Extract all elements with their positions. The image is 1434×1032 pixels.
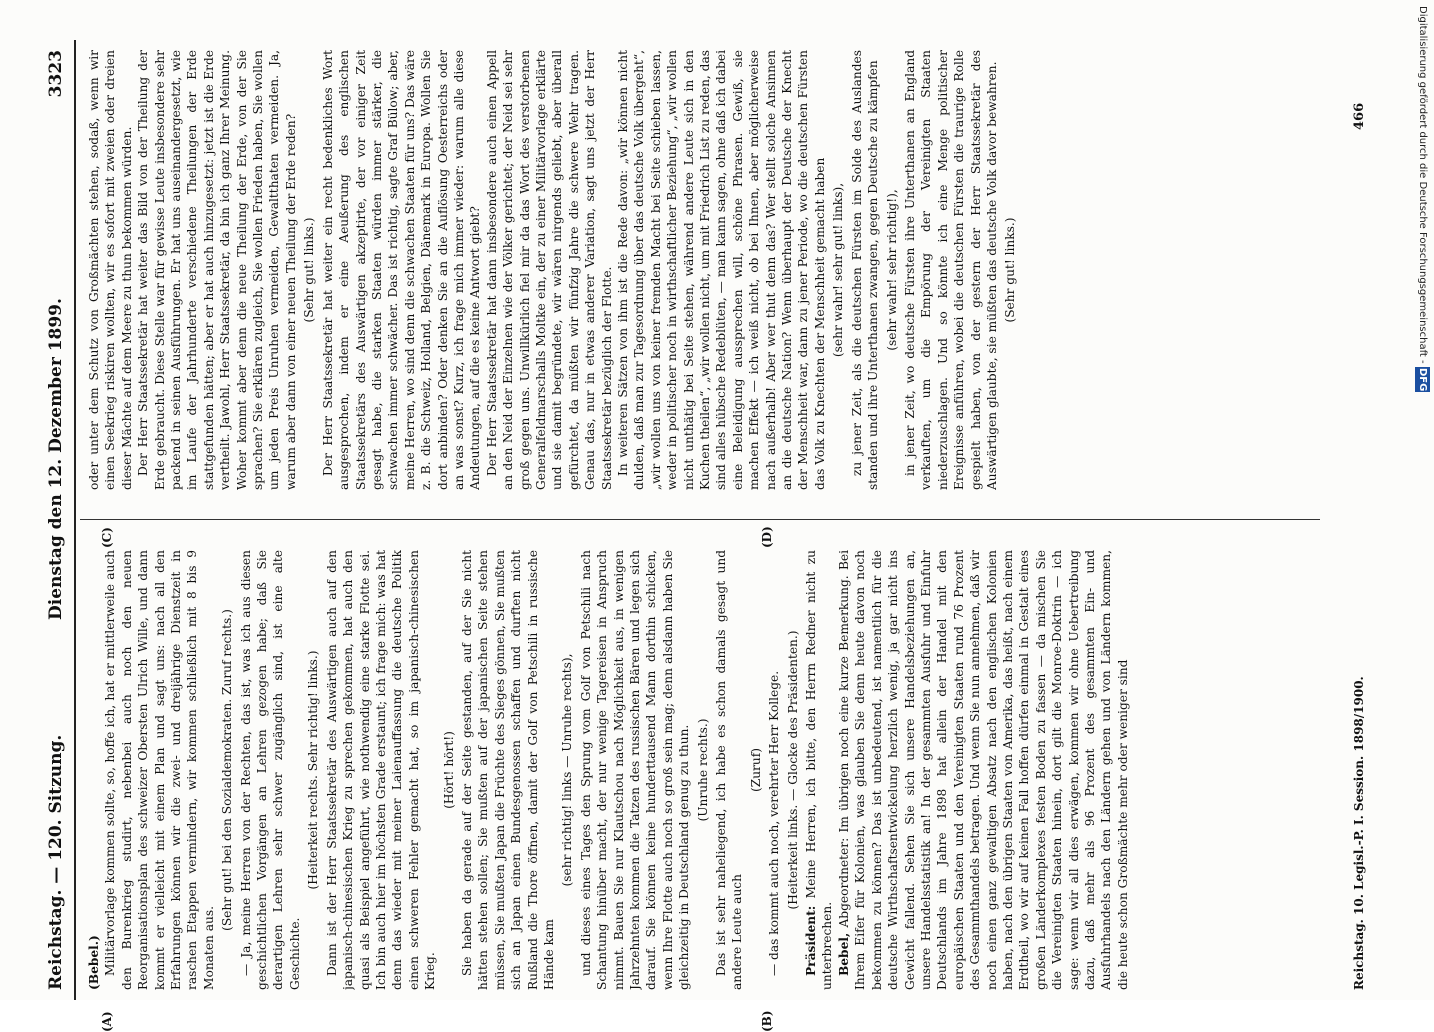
paragraph: — Ja, meine Herren von der Rechten, das ist, was ich aus diesen geschichtlichen Vorgängen an Lehren gezogen habe; daß Sie derartigen Lehren sehr schwer zugänglich sind, ist eine alte Geschichte. <box>238 550 304 990</box>
paragraph: Dann ist der Herr Staatssekretär des Auswärtigen auch auf den japanisch-chinesischen Krieg zu sprechen gekommen, hat auch den quasi als Beispiel angeführt, wie nothwendig eine starke Flotte sei. Ich bin auch hier im höchsten Grade erstaunt; ich frage mich: was hat denn das wieder mit meiner Laienauffassung die deutsche Politik einen schweren Fehler gemacht hat, so im japanisch-chinesischen Krieg. <box>324 550 439 990</box>
president-statement <box>803 550 836 990</box>
margin-mark-b: (B) <box>760 1011 774 1032</box>
president-label: Präsident: <box>804 906 818 976</box>
paragraph: zu jener Zeit, als die deutschen Fürsten im Solde des Auslandes standen und ihre Unterthanen zwangen, gegen Deutsche zu kämpfen <box>849 50 882 490</box>
right-column <box>86 50 1346 490</box>
paragraph: — das kommt auch noch, verehrter Herr Kollege. <box>766 550 782 990</box>
footer-source: Reichstag. 10. Legisl.-P. I. Session. 1898/1900. <box>1352 676 1366 990</box>
paragraph: In weiteren Sätzen von ihm ist die Rede davon: „wir können nicht dulden, daß man zur Tagesordnung über das deutsche Volk übergeht“, „wir wollen uns von keiner fremden Macht bei Seite schieben lassen, weder in politischer noch in wirthschaftlicher Beziehung“, „wir wollen nicht unthätig bei Seite stehen, während andere Leute sich in den Kuchen theilen“, „wir wollen nicht, um mit Friedrich List zu reden, das sind alles hübsche Redeblüten, — man kann sagen, ohne daß ich dabei eine Beleidigung aussprechen will, schöne Phrasen. Gewiß, sie machen Effekt — ich weiß nicht, ob bei Ihnen, aber möglicherweise nach außerhalb! Aber wer thut denn das? Wer stellt solche Ansinnen an die deutsche Nation? Wenn überhaupt der Deutsche der Knecht der Menschheit war, dann zu jener Periode, wo die deutschen Fürsten das Volk zu Knechten der Menschheit gemacht haben <box>615 50 828 490</box>
interjection: (sehr wahr! sehr gut! links), <box>830 50 846 490</box>
president-text: Meine Herren, ich bitte, den Herrn Redner nicht zu unterbrechen. <box>804 550 834 990</box>
digitization-note <box>1412 6 1430 996</box>
interjection: (Heiterkeit rechts. Sehr richtig! links.) <box>305 550 321 990</box>
paragraph: Militärvorlage kommen sollte, so, hoffe ich, hat er mittlerweile auch den Burenkrieg studirt, nebenbei auch noch den neuen Reorganisationsplan des schweizer Obersten Ulrich Wille, und dann kommt er vielleicht mit einem Plan und sagt uns: nach all den Erfahrungen können wir die zwei- und dreijährige Dienstzeit in raschen Etappen vermindern, wir kommen schließlich mit 8 bis 9 Monaten aus. <box>102 550 217 990</box>
speaker-tag: (Bebel.) <box>87 935 101 990</box>
bebel-text: Abgeordneter: Im übrigen noch eine kurze Bemerkung. Bei Ihrem Eifer für Kolonien, was glauben Sie denn heute davon noch bekommen zu können? Das ist unbedeutend, ist namentlich für die deutsche Wirthschaftsentwickelung herzlich wenig, ja gar nicht ins Gewicht fallend. Sehen Sie sich unsere Handelsbeziehungen an, unsere Handelsstatistik an! In der gesammten Ausfuhr und Einfuhr Deutschlands im Jahre 1898 hat allein der Handel mit den europäischen Staaten und den Vereinigten Staaten rund 76 Prozent des Gesammthandels betragen. Und wenn Sie nun annehmen, daß wir noch einen ganz gewaltigen Absatz nach den englischen Kolonien haben, nach den übrigen Staaten von Amerika, das heißt, nach einem Erdtheil, wo wir auf keinen Fall hoffen dürfen einmal in Gestalt eines großen Länderkomplexes festen Boden zu fassen — da mischen Sie die Vereinigten Staaten hinein, dort gilt die Monroe-Doktrin — ich sage: wenn wir all dies erwägen, kommen wir ohne Uebertreibung dazu, daß mehr als 96 Prozent des gesammten Ein- und Ausfuhrhandels nach den Ländern gehen und von Ländern kommen, die heute schon Großmächte mehr oder weniger sind <box>837 550 1130 990</box>
interjection: (Heiterkeit links. — Glocke des Präsidenten.) <box>785 550 801 990</box>
interjection: (Sehr gut! links.) <box>301 50 317 490</box>
paragraph: Der Herr Staatssekretär hat dann insbesondere auch einen Appell an den Neid der Einzelnen wie der Völker gerichtet; der Neid sei sehr groß gegen uns. Unwillkürlich fiel mir da das Wort des verstorbenen Generalfeldmarschalls Moltke ein, der zu einer Militärvorlage erklärte und sie damit begründete, wir wären nirgends geliebt, aber überall gefürchtet, da müßten wir fünfzig Jahre die schwere Wehr tragen. Genau das, nur in etwas anderer Variation, sagt uns jetzt der Herr Staatssekretär bezüglich der Flotte. <box>484 50 615 490</box>
paragraph: Der Herr Staatssekretär hat weiter das Bild von der Theilung der Erde gebraucht. Diese Stelle war für gewisse Leute insbesondere sehr packend in seinen Ausführungen. Er hat uns auseinandergesetzt, wie im Laufe der Jahrhunderte verschiedene Theilungen der Erde stattgefunden hätten; aber er hat auch hinzugesetzt: jetzt ist die Erde vertheilt. Jawohl, Herr Staatssekretär, da bin ich ganz Ihrer Meinung. Woher kommt aber denn die neue Theilung der Erde, von der Sie sprachen? Sie erklären zugleich, Sie wollen Frieden haben, Sie wollen um jeden Preis Unruhen vermeiden, Gewaltthaten vermeiden. Ja, warum aber dann von einer neuen Theilung der Erde reden? <box>135 50 299 490</box>
margin-mark-c: (C) <box>100 527 114 548</box>
paragraph: Sie haben da gerade auf der Seite gestanden, auf der Sie nicht hätten stehen sollen; Sie mußten auf der japanischen Seite stehen müssen, Sie mußten Japan die Früchte des Sieges gönnen, Sie mußten sich an Japan einen Bundesgenossen schaffen und durften nicht Rußland die Thore öffnen, damit der Golf von Petschili in russische Hände kam <box>459 550 557 990</box>
header-page-number: 3323 <box>46 50 66 97</box>
interjection: (Sehr gut! links.) <box>1002 50 1018 490</box>
header-date: Dienstag den 12. Dezember 1899. <box>46 298 66 620</box>
paragraph: in jener Zeit, wo deutsche Fürsten ihre Unterthanen an England verkauften, um die Empörung der Vereinigten Staaten niederzuschlagen. Und so könnte ich eine Menge politischer Ereignisse anführen, wobei die deutschen Fürsten die traurige Rolle gespielt haben, von der gestern der Herr Staatssekretär des Auswärtigen glaubte, sie müßten das deutsche Volk davor bewahren. <box>902 50 1000 490</box>
column-divider <box>80 519 1320 520</box>
margin-mark-d: (D) <box>760 526 774 548</box>
bebel-statement <box>836 550 1131 990</box>
interjection: (Zuruf) <box>748 550 764 990</box>
interjection: (Sehr gut! bei den Sozialdemokraten. Zuruf rechts.) <box>219 550 235 990</box>
page-header <box>46 40 74 1000</box>
footer-sheet-number: 466 <box>1352 103 1367 130</box>
header-session: Reichstag. — 120. Sitzung. <box>46 735 66 990</box>
bebel-label: Bebel, <box>837 933 851 976</box>
header-rule <box>74 40 76 1000</box>
paragraph: und dieses eines Tages den Sprung vom Golf von Petschili nach Schantung hinüber macht, der nur wenige Tagereisen in Anspruch nimmt. Bauen Sie nur Klautschou nach Möglichkeit aus, in wenigen Jahrzehnten kommen die Tatzen des russischen Bären und legen sich darauf. Sie können keine hunderttausend Mann dorthin schicken, wenn Ihre Flotte auch noch so groß sein mag; denn alsdann haben Sie gleichzeitig in Deutschland genug zu thun. <box>578 550 693 990</box>
interjection: (Unruhe rechts.) <box>695 550 711 990</box>
rotated-page-content <box>40 40 1400 1000</box>
interjection: (sehr wahr! sehr richtig!), <box>884 50 900 490</box>
paragraph: oder unter dem Schutz von Großmächten stehen, sodaß, wenn wir einen Seekrieg riskiren wollten, wir es sofort mit zweien oder dreien dieser Mächte auf dem Meere zu thun bekommen würden. <box>86 50 135 490</box>
paragraph: Das ist sehr naheliegend, ich habe es schon damals gesagt und andere Leute auch <box>713 550 746 990</box>
dfg-logo: DFG <box>1415 367 1430 392</box>
margin-mark-a: (A) <box>100 1011 114 1032</box>
interjection: (Hört! hört!) <box>441 550 457 990</box>
paragraph: Der Herr Staatssekretär hat weiter ein recht bedenkliches Wort ausgesprochen, indem er eine Aeußerung des englischen Staatssekretärs des Auswärtigen akzeptirte, der vor einiger Zeit gesagt habe, die starken Staaten würden immer stärker, die schwachen immer schwächer. Das ist richtig, sagte Graf Bülow; aber, meine Herren, wo sind denn die schwachen Staaten für uns? Das wäre z. B. die Schweiz, Holland, Belgien, Dänemark in Europa. Wollen Sie dort anbinden? Oder denken Sie an die Auflösung Oesterreichs oder an was sonst? Kurz, ich frage mich immer wieder: warum alle diese Andeutungen, auf die es keine Antwort giebt? <box>320 50 484 490</box>
left-column <box>86 550 1346 990</box>
interjection: (sehr richtig! links — Unruhe rechts), <box>559 550 575 990</box>
digitization-text: Digitalisierung gefördert durch die Deutsche Forschungsgemeinschaft - <box>1417 6 1428 364</box>
